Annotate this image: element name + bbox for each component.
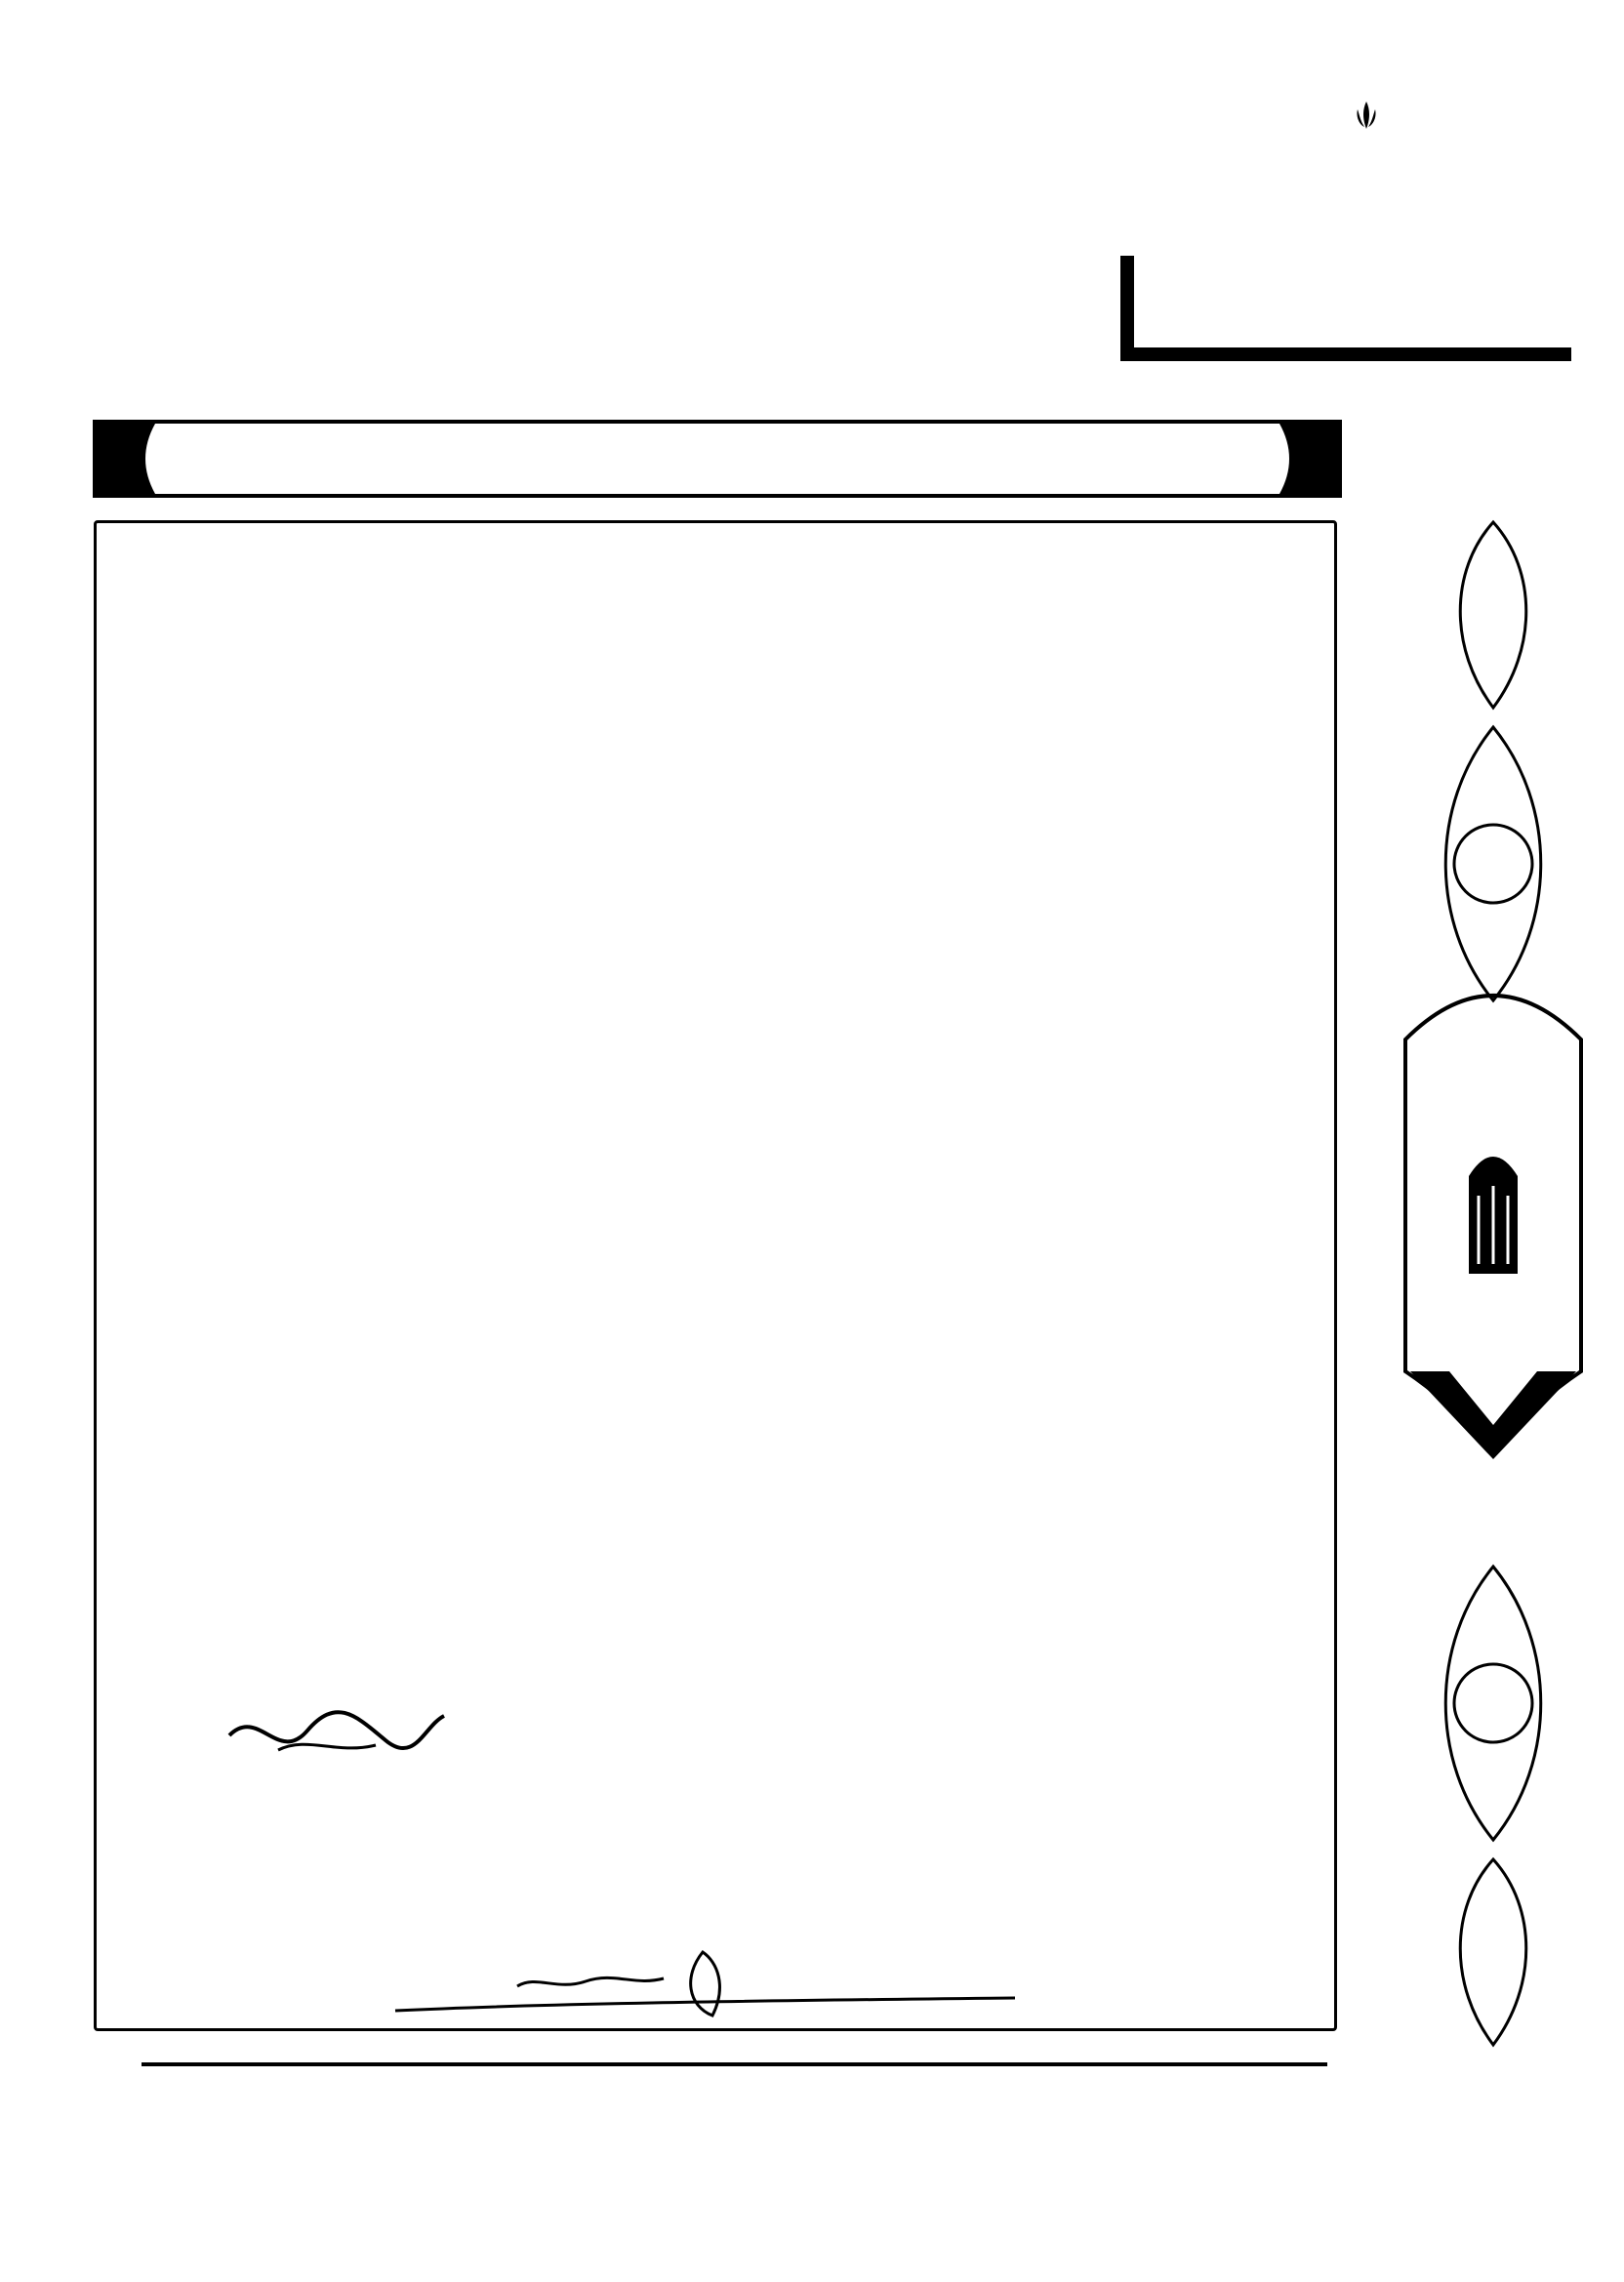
signature-scribble bbox=[220, 1696, 454, 1765]
decorative-ornament-strip bbox=[1391, 512, 1596, 2055]
iran-emblem-icon bbox=[1352, 100, 1381, 131]
header-ornament-band bbox=[1122, 347, 1571, 361]
letter-frame bbox=[94, 520, 1337, 2031]
handwritten-signature-stroke bbox=[390, 1947, 1025, 2025]
footer-rule bbox=[142, 2062, 1327, 2066]
header-ornament-post bbox=[1120, 256, 1134, 361]
header-banner bbox=[93, 420, 1342, 498]
